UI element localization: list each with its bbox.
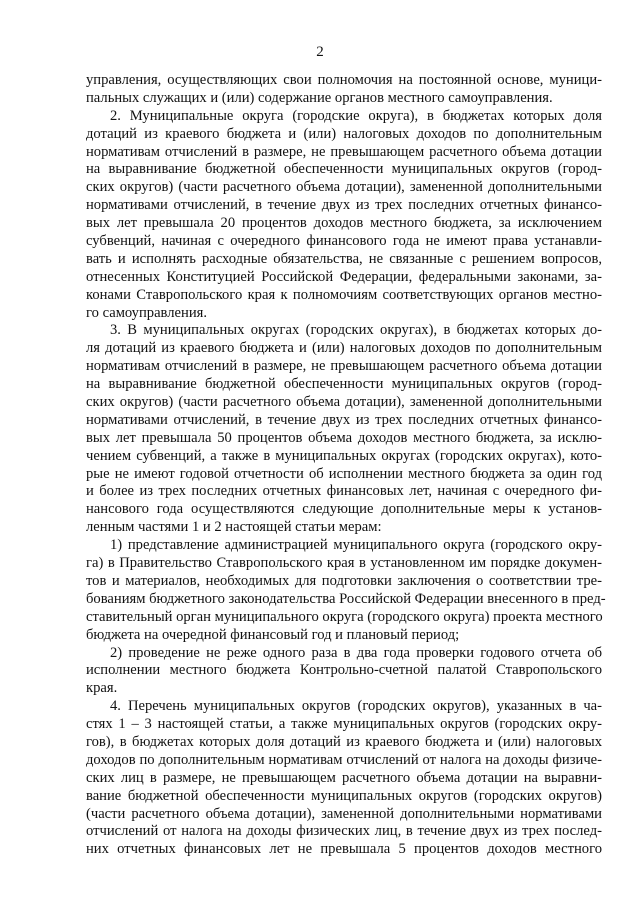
text-line: нормативам отчислений в размере, не превышающем расчетного объема дотации xyxy=(86,358,602,375)
text-line: го самоуправления. xyxy=(86,304,207,321)
text-line: 3. В муниципальных округах (городских округах), в бюджетах которых до- xyxy=(110,322,602,339)
text-line: нормативами отчислений, в течение двух из трех последних отчетных финансо- xyxy=(86,197,602,214)
text-line: 2. Муниципальные округа (городские округа), в бюджетах которых доля xyxy=(110,107,602,124)
text-line: ских округов) (части расчетного объема дотации), замененной дополнительными xyxy=(86,179,602,196)
text-line: на выравнивание бюджетной обеспеченности муниципальных округов (город- xyxy=(86,161,602,178)
text-line: бованиям бюджетного законодательства Российской Федерации внесенного в пред- xyxy=(86,590,606,607)
text-line: ля дотаций из краевого бюджета и (или) налоговых доходов по дополнительным xyxy=(86,340,602,357)
text-line: нормативами отчислений, в течение двух из трех последних отчетных финансо- xyxy=(86,411,602,428)
text-line: на выравнивание бюджетной обеспеченности муниципальных округов (город- xyxy=(86,376,602,393)
text-line: ленным частями 1 и 2 настоящей статьи мерам: xyxy=(86,519,382,536)
text-line: отчислений от налога на доходы физических лиц, в течение двух из трех послед- xyxy=(86,823,602,840)
text-line: конами Ставропольского края к полномочиям соответствующих органов местно- xyxy=(86,286,602,303)
text-line: ских лиц в размере, не превышающем расчетного объема дотации на выравни- xyxy=(86,769,602,786)
text-line: га) в Правительство Ставропольского края в установленном им порядке докумен- xyxy=(86,555,602,572)
text-line: них отчетных финансовых лет не превышала 5 процентов доходов местного xyxy=(86,841,602,858)
text-line: исполнении местного бюджета Контрольно-счетной палатой Ставропольского xyxy=(86,662,602,679)
text-line: стях 1 – 3 настоящей статьи, а также муниципальных округов (городских окру- xyxy=(86,716,602,733)
text-line: тов и материалов, необходимых для подготовки заключения о соответствии тре- xyxy=(86,572,602,589)
text-line: вать и исполнять расходные обязательства, не связанные с решением вопросов, xyxy=(86,250,602,267)
text-line: ских округов) (части расчетного объема дотации), замененной дополнительными xyxy=(86,394,602,411)
text-line: и более из трех последних отчетных финансовых лет, начиная с очередного фи- xyxy=(86,483,602,500)
text-line: вых лет превышала 20 процентов доходов местного бюджета, за исключением xyxy=(86,215,602,232)
text-line: 1) представление администрацией муниципального округа (городского окру- xyxy=(110,537,602,554)
text-line: вых лет превышала 50 процентов объема доходов местного бюджета, за исклю- xyxy=(86,429,602,446)
text-line: управления, осуществляющих свои полномочия на постоянной основе, муници- xyxy=(86,72,602,88)
text-line: рые не имеют годовой отчетности об исполнении местного бюджета за один год xyxy=(86,465,602,482)
text-line: дотаций из краевого бюджета и (или) налоговых доходов по дополнительным xyxy=(86,125,602,142)
text-line: ставительный орган муниципального округа (городского округа) проекта местного xyxy=(86,608,603,625)
text-line: доходов по дополнительным нормативам отчислений от налога на доходы физиче- xyxy=(86,751,602,768)
text-line: 2) проведение не реже одного раза в два года проверки годового отчета об xyxy=(110,644,602,661)
text-line: нансового года осуществляются следующие дополнительные меры к установ- xyxy=(86,501,602,518)
text-line: бюджета на очередной финансовый год и плановый период; xyxy=(86,626,460,643)
text-line: вание бюджетной обеспеченности муниципальных округов (городских округов) xyxy=(86,787,602,804)
text-line: (части расчетного объема дотации), замененной дополнительными нормативами xyxy=(86,805,602,822)
document-body xyxy=(86,72,606,859)
page-number: 2 xyxy=(316,44,324,60)
text-line: отнесенных Конституцией Российской Федерации, федеральными законами, за- xyxy=(86,268,602,285)
text-line: субвенций, начиная с очередного финансового года не имеют права устанавли- xyxy=(86,233,602,250)
text-line: нормативам отчислений в размере, не превышающем расчетного объема дотации xyxy=(86,143,602,160)
text-line: чением субвенций, а также в муниципальных округах (городских округах), кото- xyxy=(86,447,602,464)
text-line: пальных служащих и (или) содержание органов местного самоуправления. xyxy=(86,89,553,106)
text-line: 4. Перечень муниципальных округов (городских округов), указанных в ча- xyxy=(110,698,602,715)
text-line: гов), в бюджетах которых доля дотаций из краевого бюджета и (или) налоговых xyxy=(86,733,602,750)
text-line: края. xyxy=(86,680,118,697)
